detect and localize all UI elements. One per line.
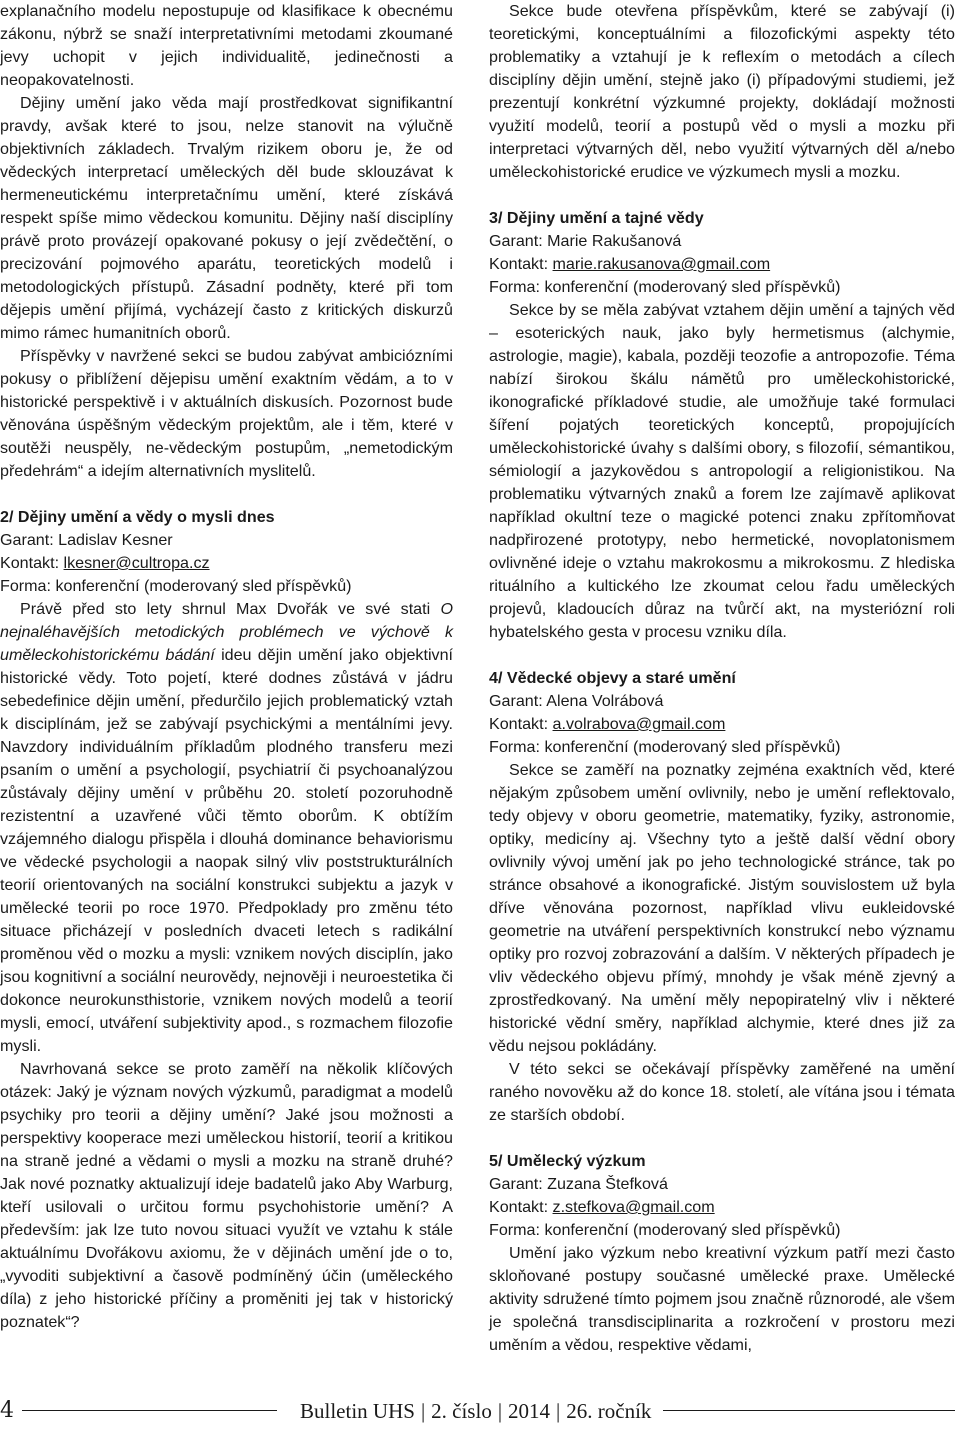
paragraph: V této sekci se očekávají příspěvky zaměřené na umění raného novověku až do konce 18. století, ale vítána jsou i témata ze starších období. xyxy=(489,1060,955,1124)
page-footer xyxy=(0,1396,960,1426)
section-contact xyxy=(489,713,955,736)
contact-email-link[interactable]: a.volrabova@gmail.com xyxy=(552,715,726,733)
contact-email-link[interactable]: lkesner@cultropa.cz xyxy=(63,554,210,572)
contact-label: Kontakt: xyxy=(489,715,553,733)
section-form: Forma: konferenční (moderovaný sled příspěvků) xyxy=(489,278,841,296)
section-garant: Garant: Zuzana Štefková xyxy=(489,1175,668,1193)
section-title: 2/ Dějiny umění a vědy o mysli dnes xyxy=(0,508,275,526)
contact-email-link[interactable]: marie.rakusanova@gmail.com xyxy=(552,255,771,273)
contact-label: Kontakt: xyxy=(489,1198,553,1216)
section-form: Forma: konferenční (moderovaný sled příspěvků) xyxy=(489,1221,841,1239)
section-contact xyxy=(0,552,453,575)
section-title: 5/ Umělecký výzkum xyxy=(489,1152,646,1170)
section-garant: Garant: Alena Volrábová xyxy=(489,692,664,710)
separator: | xyxy=(420,1399,426,1423)
paragraph: Sekce se zaměří na poznatky zejména exaktních věd, které nějakým způsobem umění ovlivnily, nebo je umění reflektovalo, tedy objevy v oboru geometrie, matematiky, fyziky, astronomie, optiky, medicíny aj. Všechny tyto a ještě další vědní obory ovlivnily vývoj umění jak po jeho technologické stránce, tak po stránce obsahové a ikonografické. Jistým souvislostem už byla dříve věnována pozornost, například vlivu eukleidovské geometrie na utváření perspektivních konstrukcí nebo významu optiky pro rozvoj zobrazování a dalším. V některých případech je vliv vědeckého objevu přímý, mnohdy je však méně zjevný a zprostředkovaný. Na umění měly nepopiratelný vliv i některé historické vědní směry, například alchymie, které dnes již za vědu nejsou pokládány. xyxy=(489,761,955,1055)
paragraph-text: Právě před sto lety shrnul Max Dvořák ve své stati xyxy=(20,600,441,618)
issue-number: 2. číslo xyxy=(431,1399,492,1423)
section-title: 4/ Vědecké objevy a staré umění xyxy=(489,669,736,687)
section-form: Forma: konferenční (moderovaný sled příspěvků) xyxy=(489,738,841,756)
separator: | xyxy=(556,1399,561,1423)
paragraph: Navrhovaná sekce se proto zaměří na několik klíčových otázek: Jaký je význam nových výzkumů, paradigmat a modelů psychiky pro teorii a dějiny umění? Jaké jsou možnosti a perspektivy kooperace mezi uměleckou historií, teorií a kritikou na straně jedné a vědami o mysli a mozku na straně druhé? Jak nové poznatky aktualizují ideje badatelů jako Aby Warburg, kteří usilovali o určitou formu psychohistorie umění? A především: jak lze tuto novou situaci využít ve vztahu k stále aktuálnímu Dvořákovu axiomu, že v dějinách umění jde o to, „vyvoditi subjektivní a časově podmíněný účin (uměleckého díla) z jeho historické příčiny a proměniti jej tak v historický poznatek“? xyxy=(0,1060,453,1331)
section-garant: Garant: Marie Rakušanová xyxy=(489,232,682,250)
paragraph: Sekce bude otevřena příspěvkům, které se zabývají (i) teoretickými, konceptuálními a filozofickými aspekty této problematiky a vztahují je k reflexím o metodách a cílech disciplíny dějin umění, stejně jako (i) případovými studiemi, jež prezentují konkrétní výzkumné projekty, dokládají možnosti využití modelů, teorií a postupů věd o mysli a mozku při interpretaci výtvarných děl, nebo využití výtvarných děl a/nebo uměleckohistorické erudice ve výzkumech mysli a mozku. xyxy=(489,2,955,181)
publication-name: Bulletin UHS xyxy=(300,1399,415,1423)
issue-year: 2014 xyxy=(508,1399,551,1423)
contact-email-link[interactable]: z.stefkova@gmail.com xyxy=(552,1198,715,1216)
left-column xyxy=(0,0,453,1334)
section-garant: Garant: Ladislav Kesner xyxy=(0,531,173,549)
contact-label: Kontakt: xyxy=(489,255,553,273)
footer-rule xyxy=(22,1410,277,1411)
paragraph: Umění jako výzkum nebo kreativní výzkum patří mezi často skloňované postupy současné umělecké praxe. Umělecké aktivity sdružené tímto pojmem jsou značně různorodé, ale všem je společná transdisciplinarita a rozkročení v prostoru mezi uměním a vědou, respektive vědami, xyxy=(489,1244,955,1354)
contact-label: Kontakt: xyxy=(0,554,64,572)
section-form: Forma: konferenční (moderovaný sled příspěvků) xyxy=(0,577,352,595)
section-title: 3/ Dějiny umění a tajné vědy xyxy=(489,209,704,227)
paragraph xyxy=(0,598,453,1058)
paragraph: Sekce by se měla zabývat vztahem dějin umění a tajných věd – esoterických nauk, jako byly hermetismus (alchymie, astrologie, magie), kabala, později teozofie a antropozofie. Téma nabízí širokou škálu námětů pro uměleckohistorické, ikonografické příkladové studie, ale umožňuje také formulaci šíření pojatých teoretických konceptů, propojujících uměleckohistorické úvahy s dalšími obory, s filozofií, sémantikou, sémiologií a jazykovědou s antropologií a religionistikou. Na problematiku výtvarných znaků a forem lze zajímavě aplikovat například okultní teze o magické potenci znaku zpřítomňovat nadpřirozené prototypy, nebo hermetické, novoplatonismem ovlivněné ideje o vztahu makrokosmu a mikrokosmu. Z hlediska rituálního a kultického lze zkoumat celou řadu uměleckých projevů, kladoucích důraz na tvůrčí akt, na mysteriózní roli hybatelského gesta v procesu vzniku díla. xyxy=(489,301,955,641)
paragraph: Příspěvky v navržené sekci se budou zabývat ambiciózními pokusy o přiblížení dějepisu umění exaktním vědám, a to v historické perspektivě i v aktuálních diskusích. Pozornost bude věnována úspěšným vědeckým projektům, ale i těm, které v soutěži neuspěly, ne-vědeckým postupům, „nemetodickým předehrám“ a idejím alternativních myslitelů. xyxy=(0,347,453,480)
section-contact xyxy=(489,253,955,276)
cited-title: O nejnaléhavějších metodických problémech ve výchově k uměleckohistorickému bádání xyxy=(0,600,453,664)
right-column xyxy=(489,0,955,1357)
paragraph-text: ideu dějin umění jako objektivní historické vědy. Toto pojetí, které dodnes zůstává v jádru sebedefinice dějin umění, předurčilo jejich problematický vztah k disciplínám, jež se zabývají psychickými a mentálními jevy. Navzdory individuálním příkladům plodného transferu mezi psaním o umění a psychologií, psychiatrií či psychoanalýzou zůstávaly dějiny umění v průběhu 20. století pozoruhodně rezistentní a uzavřené vůči těmto oborům. K obtížím vzájemného dialogu přispěla i dlouhá dominance behaviorismu ve vědecké psychologii a naopak silný vliv poststrukturálních teorií orientovaných na sociální konstrukci subjektu a jazyk v umělecké teorii po roce 1970. Předpoklady pro změnu této situace přicházejí v posledních dvaceti letech s radikální proměnou věd o mozku a mysli: vznikem nových disciplín, jako jsou kognitivní a sociální neurovědy, nejnověji i neuroestetika či dokonce neurokunsthistorie, vznikem nových modelů a teorií mysli, emocí, utváření subjektivity apod., s rozmachem filozofie mysli. xyxy=(0,646,453,1055)
paragraph: explanačního modelu nepostupuje od klasifikace k obecnému zákonu, nýbrž se snaží interpretativními metodami zkoumané jevy uchopit v jejich individualitě, jedinečnosti a neopakovatelnosti. xyxy=(0,2,453,89)
paragraph: Dějiny umění jako věda mají prostředkovat signifikantní pravdy, avšak které to jsou, nelze stanovit na výlučně objektivních základech. Trvalým rizikem oboru je, že od vědeckých interpretací uměleckých děl bude sklouzávat k hermeneutickému interpretačnímu umění, které získává respekt spíše mimo vědeckou komunitu. Dějiny naší disciplíny právě proto provázejí opakované pokusy o její zvědečtění, o precizování pojmového aparátu, teoretických modelů i metodologických přístupů. Zásadní podněty, které při tom dějepis umění přijímá, vycházejí často z kritických diskurzů mimo rámec humanitních oborů. xyxy=(0,94,453,342)
footer-publication-line xyxy=(300,1398,651,1424)
section-contact xyxy=(489,1196,955,1219)
volume: 26. ročník xyxy=(566,1399,652,1423)
separator: | xyxy=(497,1399,503,1423)
page-number: 4 xyxy=(0,1398,14,1423)
footer-rule xyxy=(663,1410,955,1411)
